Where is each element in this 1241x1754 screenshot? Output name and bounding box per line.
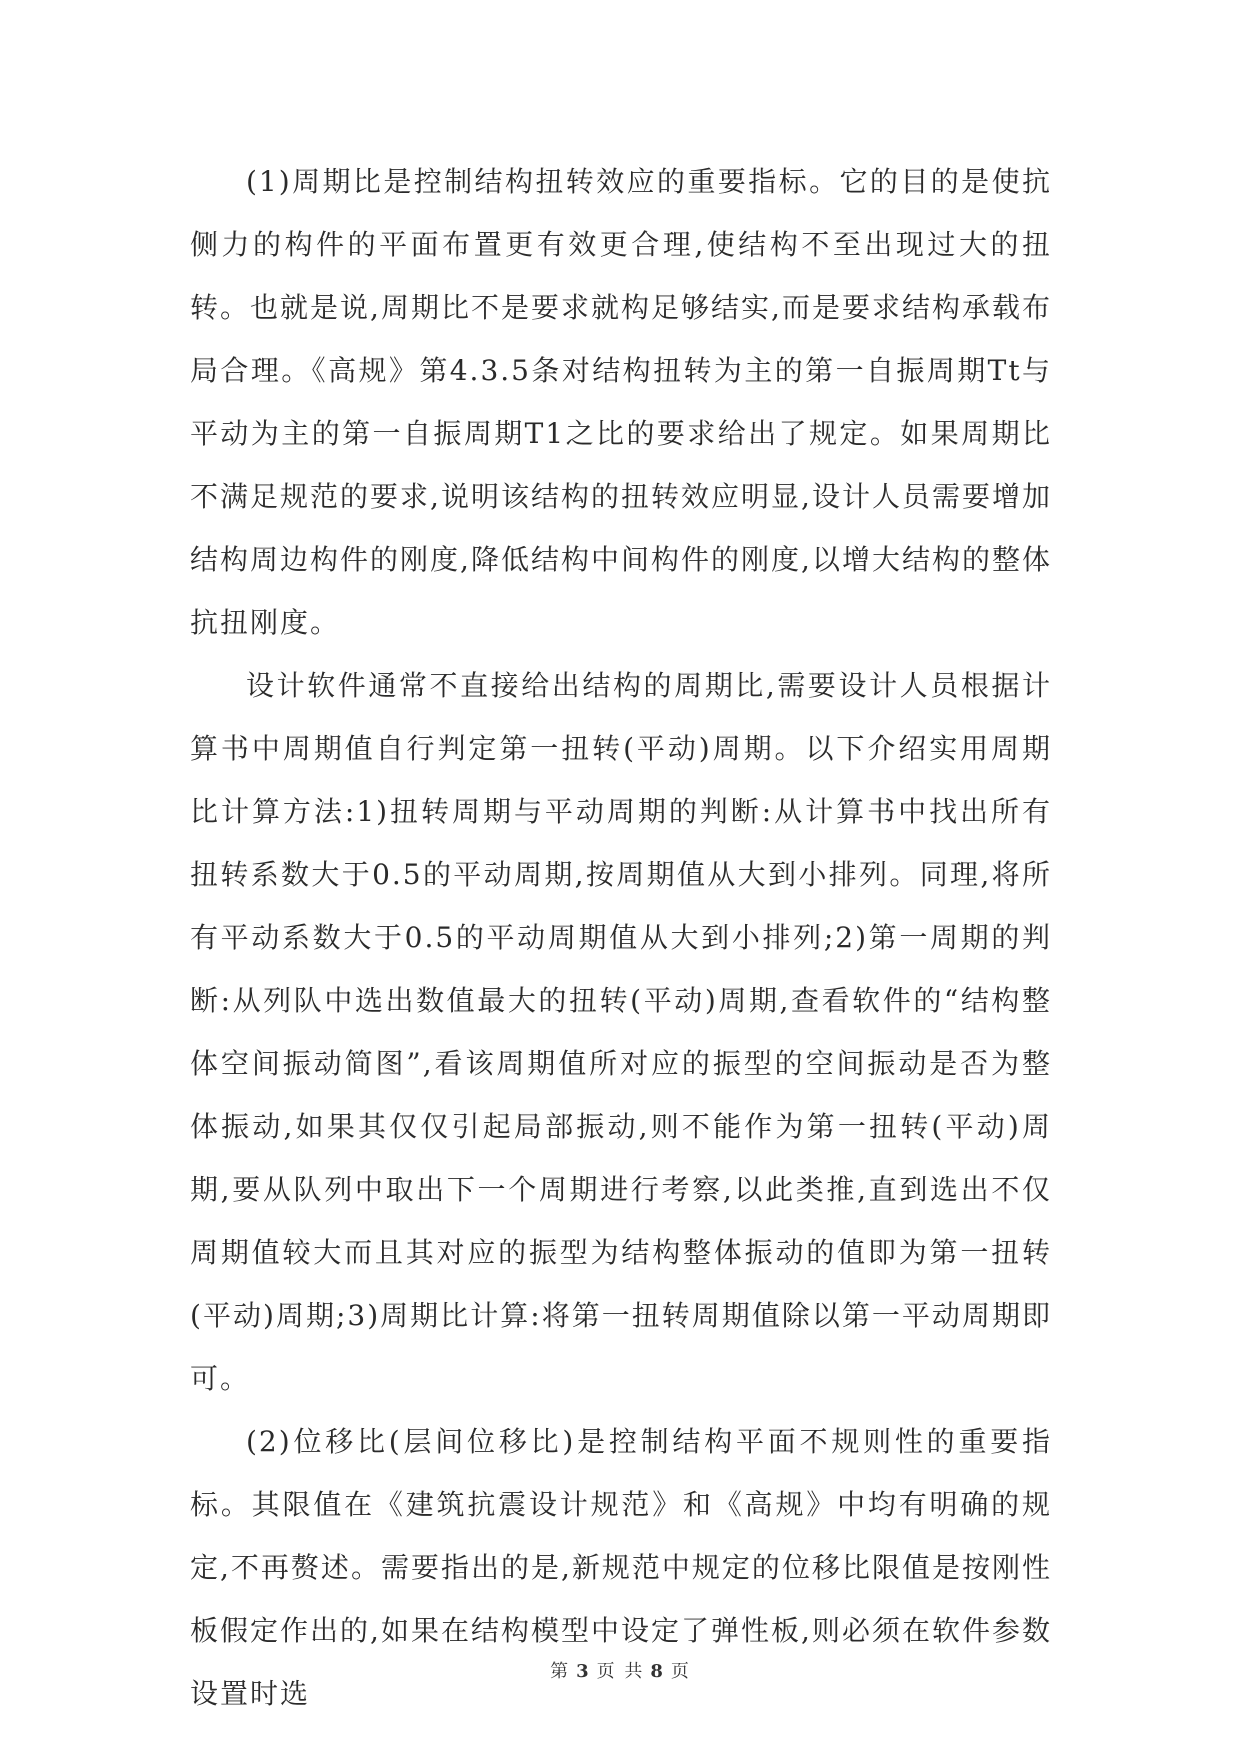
page-footer [0, 1657, 1241, 1683]
footer-middle: 页 共 [596, 1661, 645, 1682]
footer-total-pages: 8 [650, 1661, 665, 1682]
footer-suffix: 页 [670, 1661, 691, 1682]
footer-prefix: 第 [550, 1661, 571, 1682]
document-body [190, 150, 1052, 1725]
paragraph-period-ratio: (1)周期比是控制结构扭转效应的重要指标。它的目的是使抗侧力的构件的平面布置更有效更合理,使结构不至出现过大的扭转。也就是说,周期比不是要求就构足够结实,而是要求结构承载布局合理。《高规》第4.3.5条对结构扭转为主的第一自振周期Tt与平动为主的第一自振周期T1之比的要求给出了规定。如果周期比不满足规范的要求,说明该结构的扭转效应明显,设计人员需要增加结构周边构件的刚度,降低结构中间构件的刚度,以增大结构的整体抗扭刚度。 [190, 165, 1052, 639]
paragraph-period-calculation: 设计软件通常不直接给出结构的周期比,需要设计人员根据计算书中周期值自行判定第一扭转(平动)周期。以下介绍实用周期比计算方法:1)扭转周期与平动周期的判断:从计算书中找出所有扭转系数大于0.5的平动周期,按周期值从大到小排列。同理,将所有平动系数大于0.5的平动周期值从大到小排列;2)第一周期的判断:从列队中选出数值最大的扭转(平动)周期,查看软件的“结构整体空间振动简图”,看该周期值所对应的振型的空间振动是否为整体振动,如果其仅仅引起局部振动,则不能作为第一扭转(平动)周期,要从队列中取出下一个周期进行考察,以此类推,直到选出不仅周期值较大而且其对应的振型为结构整体振动的值即为第一扭转(平动)周期;3)周期比计算:将第一扭转周期值除以第一平动周期即可。 [190, 669, 1052, 1395]
footer-page-number: 3 [576, 1661, 591, 1682]
paragraph-displacement-ratio: (2)位移比(层间位移比)是控制结构平面不规则性的重要指标。其限值在《建筑抗震设计规范》和《高规》中均有明确的规定,不再赘述。需要指出的是,新规范中规定的位移比限值是按刚性板假定作出的,如果在结构模型中设定了弹性板,则必须在软件参数设置时选 [190, 1425, 1052, 1710]
